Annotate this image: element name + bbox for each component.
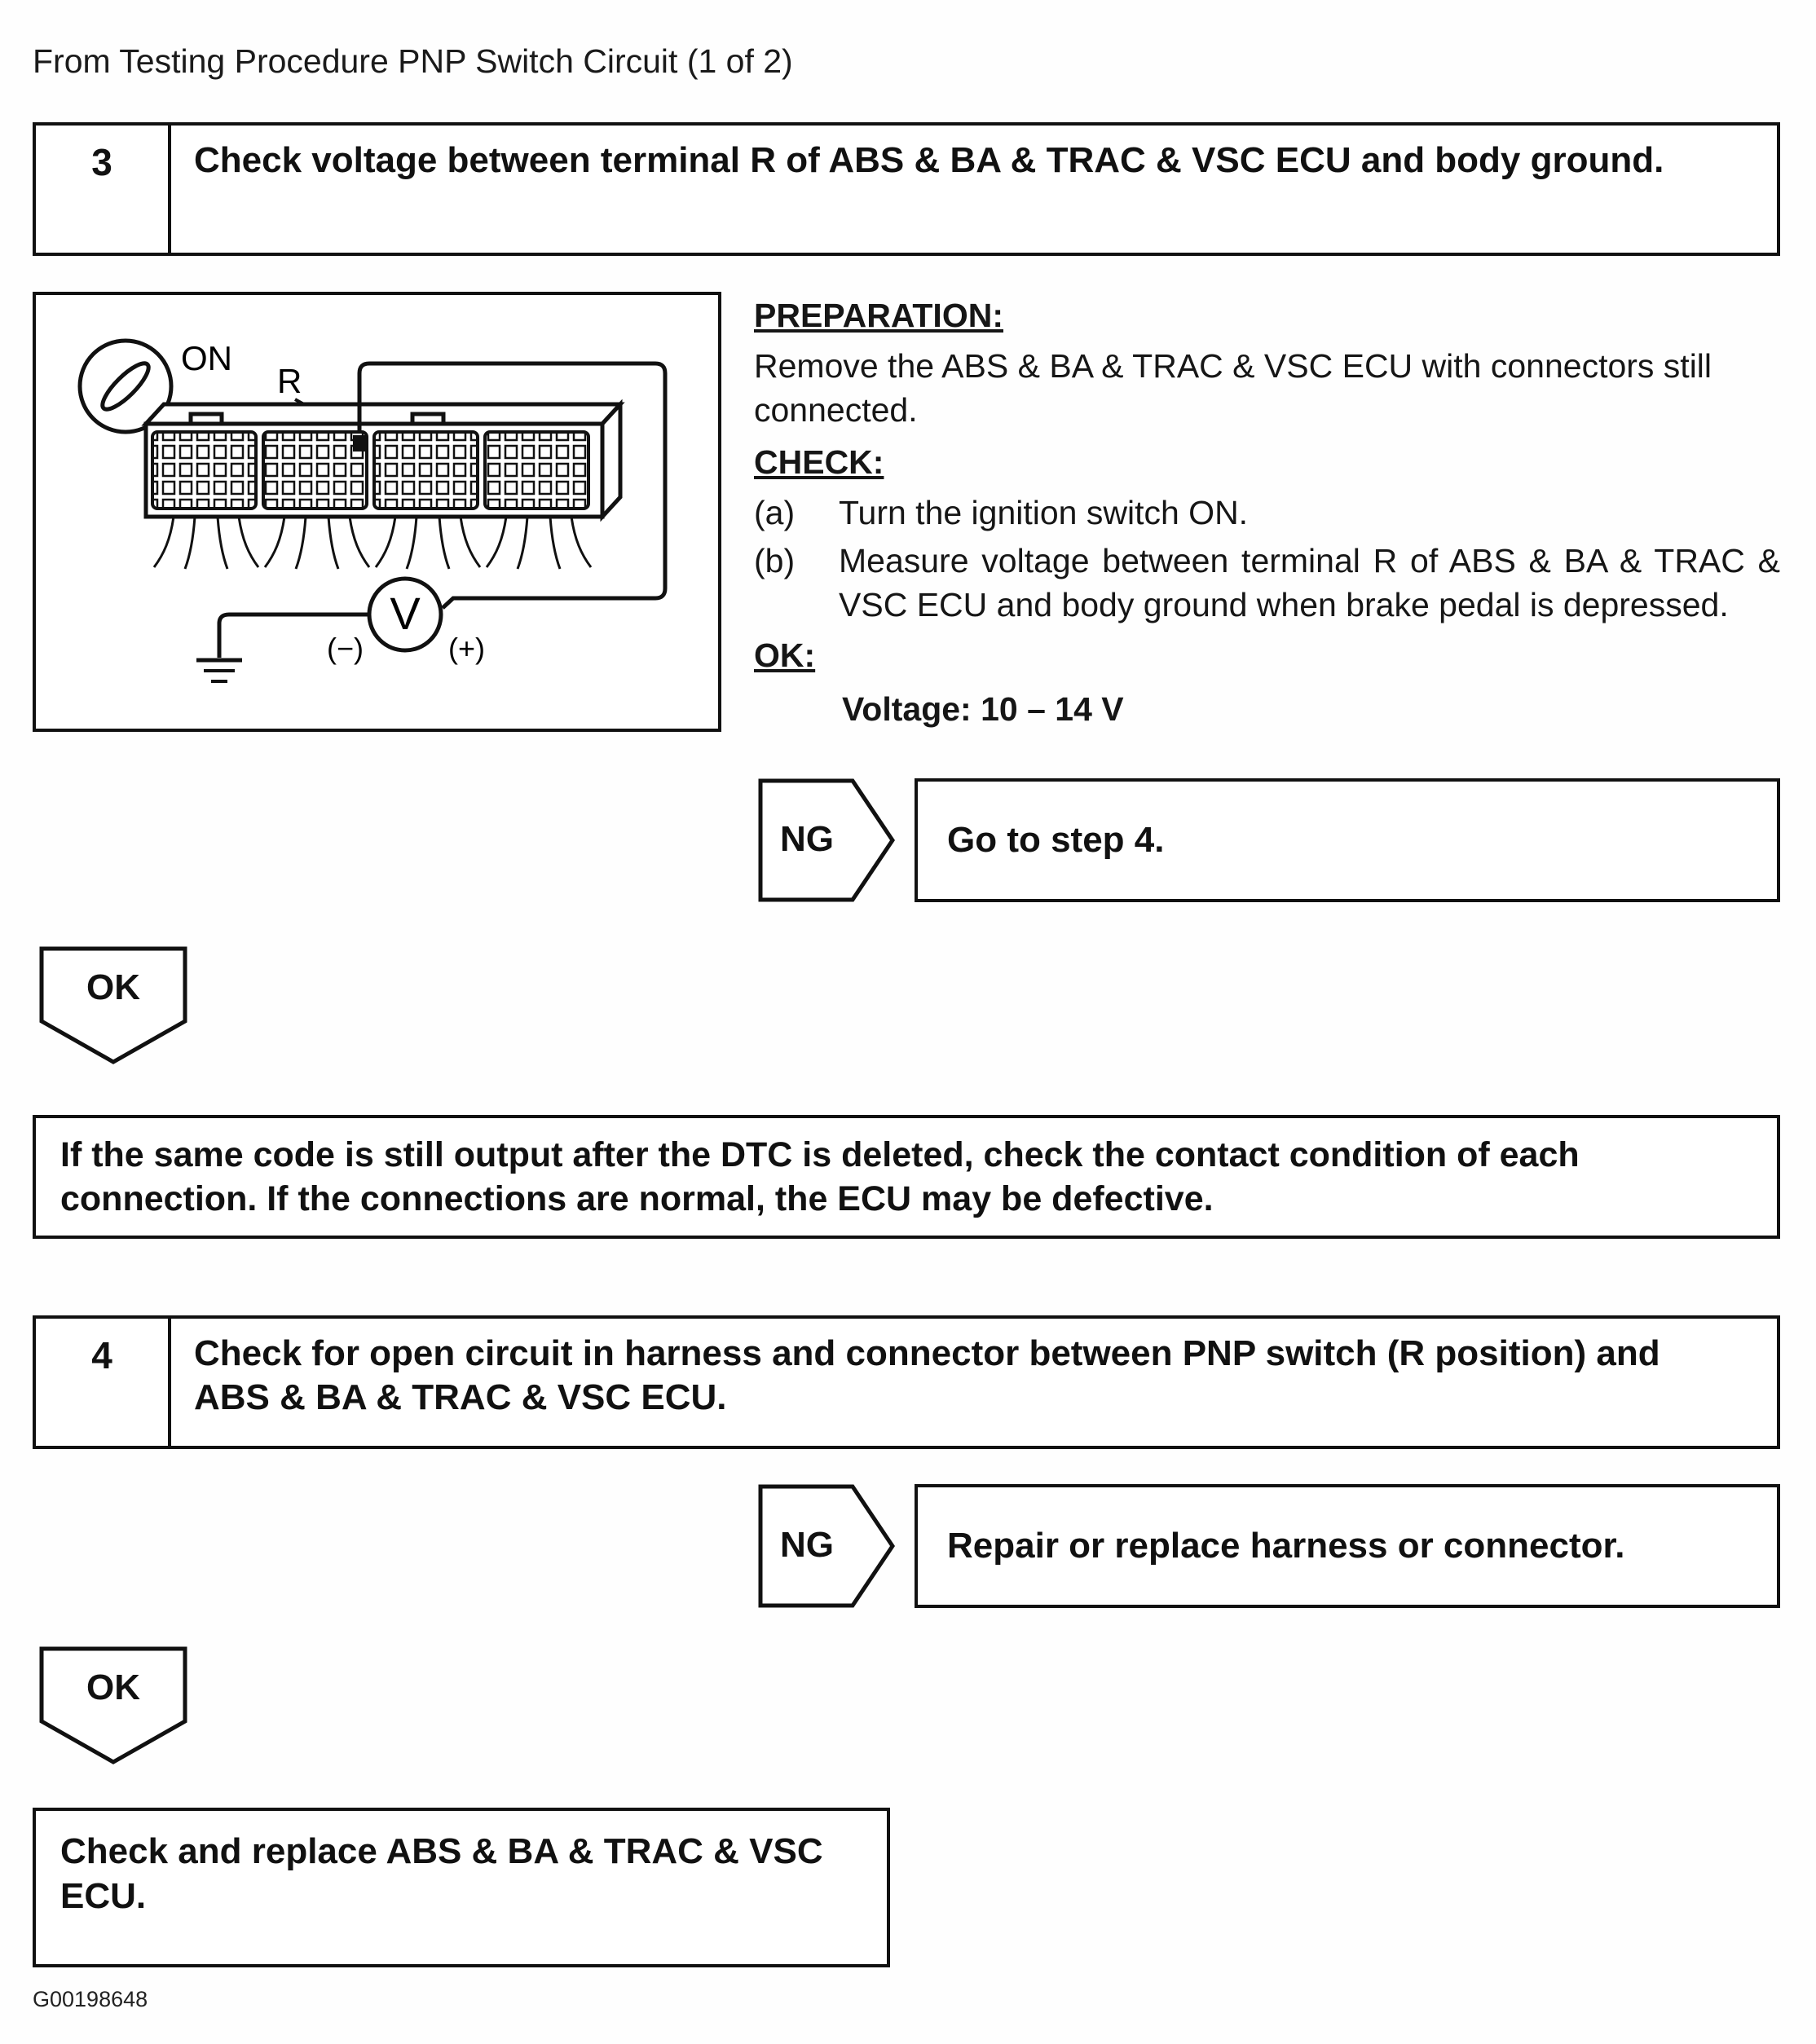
ng-label-2: NG bbox=[780, 1525, 834, 1565]
check-item-b-label: (b) bbox=[754, 541, 796, 579]
check-item-a bbox=[754, 491, 1780, 535]
ng-action-text-step4: Repair or replace harness or connector. bbox=[947, 1526, 1625, 1566]
ok-arrow-step4 bbox=[39, 1646, 187, 1764]
final-action-text: Check and replace ABS & BA & TRAC & VSC ECU. bbox=[60, 1831, 823, 1916]
step-4-box bbox=[33, 1315, 1780, 1449]
preparation-heading: PREPARATION: bbox=[754, 297, 1003, 334]
ng-branch-step4 bbox=[758, 1484, 1780, 1608]
step-3-number: 3 bbox=[36, 126, 171, 253]
ng-action-box-step4 bbox=[915, 1484, 1780, 1608]
check-item-a-text: Turn the ignition switch ON. bbox=[839, 494, 1249, 532]
ground-icon bbox=[196, 660, 242, 681]
ng-arrow-tag bbox=[758, 778, 895, 902]
dtc-note-text: If the same code is still output after the DTC is deleted, check the contact condition of each connection. If the connections are normal, the ECU may be defective. bbox=[60, 1135, 1580, 1219]
negative-probe-label: (−) bbox=[327, 632, 364, 665]
voltmeter-label: V bbox=[390, 588, 421, 639]
ecu-connector-drawing bbox=[36, 295, 718, 729]
step-4-number: 4 bbox=[36, 1319, 171, 1446]
step-4-instruction: Check for open circuit in harness and connector between PNP switch (R position) and ABS & BA & TRAC & VSC ECU. bbox=[194, 1333, 1660, 1417]
check-item-b-text: Measure voltage between terminal R of ABS & BA & TRAC & VSC ECU and body ground when brake pedal is depressed. bbox=[839, 541, 1780, 623]
procedure-text bbox=[754, 293, 1780, 731]
dtc-note-box bbox=[33, 1115, 1780, 1239]
check-heading: CHECK: bbox=[754, 443, 884, 482]
ok-label: OK bbox=[86, 967, 140, 1007]
step-3-box bbox=[33, 122, 1780, 256]
ng-action-text-step3: Go to step 4. bbox=[947, 820, 1165, 860]
test-connection-figure bbox=[33, 292, 721, 732]
check-item-a-label: (a) bbox=[754, 494, 796, 532]
ng-action-box-step3 bbox=[915, 778, 1780, 902]
ok-label-2: OK bbox=[86, 1667, 140, 1707]
ng-label: NG bbox=[780, 819, 834, 859]
wire-harness bbox=[154, 517, 591, 569]
positive-probe-label: (+) bbox=[448, 632, 485, 665]
voltage-spec: Voltage: 10 – 14 V bbox=[842, 689, 1124, 728]
ng-branch-step3 bbox=[758, 778, 1780, 902]
figure-code: G00198648 bbox=[33, 1987, 148, 2011]
ng-arrow-tag-2 bbox=[758, 1484, 895, 1608]
preparation-text: Remove the ABS & BA & TRAC & VSC ECU with connectors still connected. bbox=[754, 347, 1712, 430]
ignition-on-label: ON bbox=[181, 339, 232, 377]
check-item-b bbox=[754, 539, 1780, 627]
ok-arrow-step3 bbox=[39, 946, 187, 1064]
terminal-r-pin bbox=[353, 435, 366, 452]
step-3-instruction: Check voltage between terminal R of ABS & BA & TRAC & VSC ECU and body ground. bbox=[194, 140, 1664, 180]
source-reference-line: From Testing Procedure PNP Switch Circuit (1 of 2) bbox=[33, 42, 793, 80]
terminal-r-label: R bbox=[277, 362, 302, 400]
ok-heading: OK: bbox=[754, 636, 816, 674]
final-action-box bbox=[33, 1808, 890, 1967]
